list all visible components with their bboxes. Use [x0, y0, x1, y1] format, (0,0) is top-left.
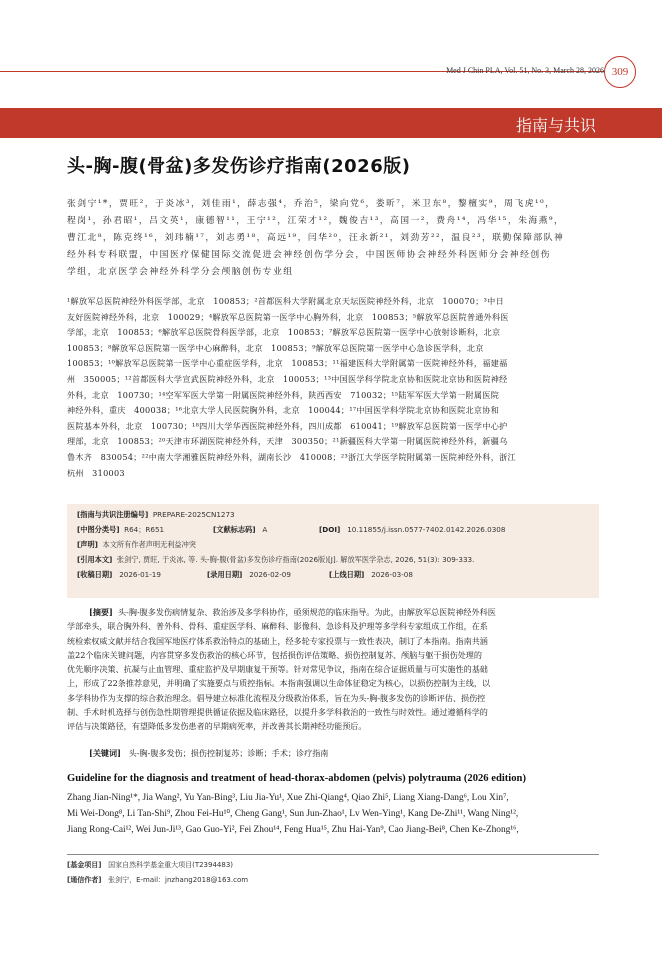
registration-value: PREPARE-2025CN1273	[152, 510, 235, 519]
online-label: [上线日期]	[329, 570, 365, 579]
funding-value: 国家自然科学基金重大项目(T2394483)	[108, 861, 234, 869]
abstract-line: [摘要] 头-胸-腹多发伤病情复杂、救治涉及多学科协作，亟须规范的临床指导。为此，由解放军总医院神经外科医	[89, 607, 496, 617]
received-row	[77, 570, 161, 582]
doc-code-label: [文献标志码]	[213, 525, 256, 534]
page-number: 309	[611, 66, 629, 78]
affiliation-line: 友好医院神经外科，北京 100029；⁴解放军总医院第一医学中心胸外科，北京 100853；⁵解放军总医院普通外科医	[67, 311, 509, 322]
registration-row	[77, 510, 235, 522]
affiliation-line: 100853；¹⁰解放军总医院第一医学中心重症医学科，北京 100853；¹¹福建医科大学附属第一医院神经外科，福建福	[67, 358, 508, 369]
affiliation-line: 神经外科，重庆 400038；¹⁶北京大学人民医院胸外科，北京 100044；¹⁷中国医学科学院北京协和医院北京协和	[67, 405, 500, 416]
abstract-line: 盖22个临床关键问题，内容贯穿多发伤救治的核心环节，包括损伤评估策略、损伤控制复苏、颅脑与躯干损伤处理的	[67, 649, 482, 660]
corresponding-author-note	[67, 875, 248, 885]
author-line: 张剑宁¹*，贾旺²，于炎冰³，刘佳雨¹，薛志强⁴，乔治⁵，梁向党⁶，娄昕⁷，米卫东⁸，黎檀实⁹，周飞虎¹⁰，	[67, 199, 556, 209]
doc-code-row	[213, 525, 267, 537]
affiliation-line: 医院基本外科，北京 100730；¹⁸四川大学华西医院神经外科，四川成都 610041；¹⁹解放军总医院第一医学中心护	[67, 420, 508, 431]
affiliation-line: 外科，北京 100730；¹⁴空军军医大学第一附属医院神经外科，陕西西安 710032；¹⁵陆军军医大学第一附属医院	[67, 389, 500, 400]
classification-row	[77, 525, 164, 537]
abstract-line: 制、手术时机选择与创伤急性期管理提供循证依据及临床路径，以提升多学科救治的一致性与时效性。通过遵循科学的	[67, 707, 488, 718]
page-number-badge	[604, 56, 636, 88]
author-line: 曹江北⁸，陈克终¹⁶，刘玮楠¹⁷，刘志勇¹⁸，高远¹⁹，闫华²⁰，汪永新²¹，刘劲芳²²，温良²³，联勤保障部队神	[67, 233, 565, 243]
abstract-label: [摘要]	[89, 607, 113, 617]
online-row	[329, 570, 413, 582]
affiliation-line: 鲁木齐 830054；²²中南大学湘雅医院神经外科，湖南长沙 410008；²³浙江大学医学院附属第一医院神经外科，浙江	[67, 451, 516, 462]
author-line: 学组，北京医学会神经外科学分会颅脑创伤专业组	[67, 267, 294, 277]
english-author-line: Mi Wei-Dong⁸, Li Tan-Shi⁹, Zhou Fei-Hu¹⁰, Cheng Gang¹, Sun Jun-Zhao¹, Lv Wen-Ying¹, Kang De-Zhi¹¹, Wang Ning¹²,	[67, 809, 519, 820]
accepted-label: [录用日期]	[207, 570, 243, 579]
declaration-row	[77, 540, 196, 552]
citation-value: 张剑宁, 贾旺, 于炎冰, 等. 头-胸-腹(骨盆)多发伤诊疗指南(2026版)[J]. 解放军医学杂志, 2026, 51(3): 309-333.	[116, 555, 475, 564]
abstract-line: 统检索权威文献并结合我国军地医疗体系救治特点的基础上，经多轮专家投票与一致性表决，制订了本指南。指南共涵	[67, 635, 488, 646]
received-label: [收稿日期]	[77, 570, 113, 579]
affiliation-line: 杭州 310003	[67, 467, 125, 478]
affiliation-line: 学部，北京 100853；⁶解放军总医院骨科医学部，北京 100853；⁷解放军总医院第一医学中心放射诊断科，北京	[67, 327, 501, 338]
author-line: 程岗¹，孙君昭¹，吕文英¹，康德智¹¹，王宁¹²，江荣才¹²，魏俊吉¹³，高国一²，费舟¹⁴，冯华¹⁵，朱海燕⁹，	[67, 216, 565, 226]
keywords	[89, 748, 589, 759]
abstract-line: 上，形成了22条推荐意见，并明确了实施要点与质控指标。本指南强调以生命体征稳定为核心，以损伤控制为主线，以	[67, 678, 491, 689]
abstract-line: 评估与决策路径，有望降低多发伤患者的早期病死率，并改善其长期神经功能预后。	[67, 721, 367, 732]
doi-row	[319, 525, 505, 537]
article-title: 头-胸-腹(骨盆)多发伤诊疗指南(2026版)	[67, 156, 411, 177]
english-author-line: Jiang Rong-Cai¹², Wei Jun-Ji¹³, Gao Guo-Yi², Fei Zhou¹⁴, Feng Hua¹⁵, Zhu Hai-Yan⁹, Cao Jiang-Bei⁸, Chen Ke-Zhong¹⁶,	[67, 825, 519, 836]
article-info-box	[67, 504, 599, 598]
journal-citation: Med J Chin PLA, Vol. 51, No. 3, March 28, 2026	[446, 66, 604, 75]
received-value: 2026-01-19	[119, 570, 161, 579]
corresponding-value: 张剑宁，E-mail：jnzhang2018@163.com	[108, 876, 249, 884]
declaration-value: 本文所有作者声明无利益冲突	[102, 540, 196, 549]
online-value: 2026-03-08	[371, 570, 413, 579]
accepted-value: 2026-02-09	[249, 570, 291, 579]
footnote-rule	[67, 854, 599, 855]
column-banner	[0, 108, 662, 138]
affiliation-line: ¹解放军总医院神经外科医学部，北京 100853；²首都医科大学附属北京天坛医院神经外科，北京 100070；³中日	[67, 296, 504, 306]
doi-label: [DOI]	[319, 525, 341, 534]
english-title: Guideline for the diagnosis and treatment of head-thorax-abdomen (pelvis) polytrauma (2026 edition)	[67, 773, 526, 784]
author-list	[67, 196, 601, 281]
doi-value[interactable]: 10.11855/j.issn.0577-7402.0142.2026.0308	[347, 525, 506, 534]
english-author-list	[67, 790, 599, 839]
accepted-row	[207, 570, 291, 582]
abstract-line: 优先顺序决策、抗凝与止血管理、重症监护及早期康复干预等。针对常见争议，指南在综合证据质量与可实施性的基础	[67, 664, 488, 675]
affiliation-line: 州 350005；¹²首都医科大学宣武医院神经外科，北京 100053；¹³中国医学科学院北京协和医院北京协和医院神经	[67, 373, 508, 384]
citation-row	[77, 555, 474, 567]
affiliation-list	[67, 294, 601, 481]
affiliation-line: 理部，北京 100853；²⁰天津市环湖医院神经外科，天津 300350；²¹新疆医科大学第一附属医院神经外科，新疆乌	[67, 436, 508, 447]
funding-label: [基金项目]	[67, 861, 102, 869]
funding-note	[67, 860, 233, 870]
clc-label: [中图分类号]	[77, 525, 120, 534]
abstract-line: 学部牵头，联合胸外科、普外科、骨科、重症医学科、麻醉科、影像科、急诊科及护理等多学科专家组成工作组，在系	[67, 621, 488, 632]
affiliation-line: 100853；⁸解放军总医院第一医学中心麻醉科，北京 100853；⁹解放军总医院第一医学中心急诊医学科，北京	[67, 342, 484, 353]
keywords-label: [关键词]	[89, 748, 121, 758]
abstract-line: 多学科协作为支撑的综合救治理念。倡导建立标准化流程及分级救治体系，旨在为头-胸-腹多发伤的诊断评估、损伤控	[67, 692, 486, 703]
english-author-line: Zhang Jian-Ning¹*, Jia Wang², Yu Yan-Bing³, Liu Jia-Yu¹, Xue Zhi-Qiang⁴, Qiao Zhi⁵, Liang Xiang-Dang⁶, Lou Xin⁷,	[67, 793, 509, 803]
clc-value: R64；R651	[124, 525, 165, 534]
declaration-label: [声明]	[77, 540, 98, 549]
citation-label: [引用本文]	[77, 555, 113, 564]
abstract	[67, 605, 599, 734]
registration-label: [指南与共识注册编号]	[77, 510, 149, 519]
keywords-value: 头-胸-腹多发伤；损伤控制复苏；诊断；手术；诊疗指南	[128, 748, 329, 758]
column-title: 指南与共识	[515, 116, 596, 135]
doc-code-value: A	[262, 525, 268, 534]
corresponding-label: [通信作者]	[67, 876, 102, 884]
author-line: 经外科专科联盟，中国医疗保健国际交流促进会神经创伤学分会，中国医师协会神经外科医师分会神经创伤	[67, 250, 551, 260]
